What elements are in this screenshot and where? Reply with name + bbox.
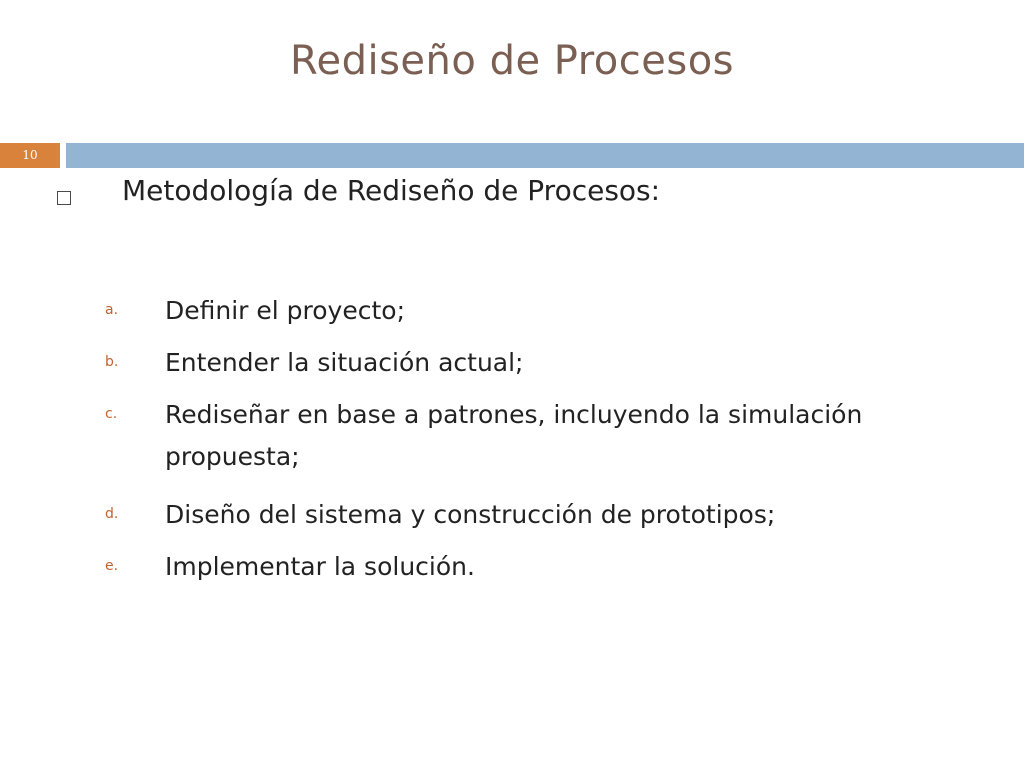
list-item-text: Entender la situación actual; [165,348,524,377]
list-marker: e. [105,558,119,574]
list-item-text: Diseño del sistema y construcción de prototipos; [165,500,776,529]
slide-number: 10 [0,143,60,168]
list-marker: a. [105,302,119,318]
list-item-text: Implementar la solución. [165,552,475,581]
main-bullet-text: Metodología de Rediseño de Procesos: [122,174,661,207]
list-item-text: Rediseñar en base a patrones, incluyendo la simulación propuesta; [165,400,863,471]
list-marker: d. [105,506,119,522]
square-bullet-icon [57,191,71,205]
list-marker: c. [105,406,118,422]
header-rule [66,143,1024,168]
list-marker: b. [105,354,119,370]
list-item-text: Definir el proyecto; [165,296,406,325]
slide-title: Rediseño de Procesos [289,38,735,84]
